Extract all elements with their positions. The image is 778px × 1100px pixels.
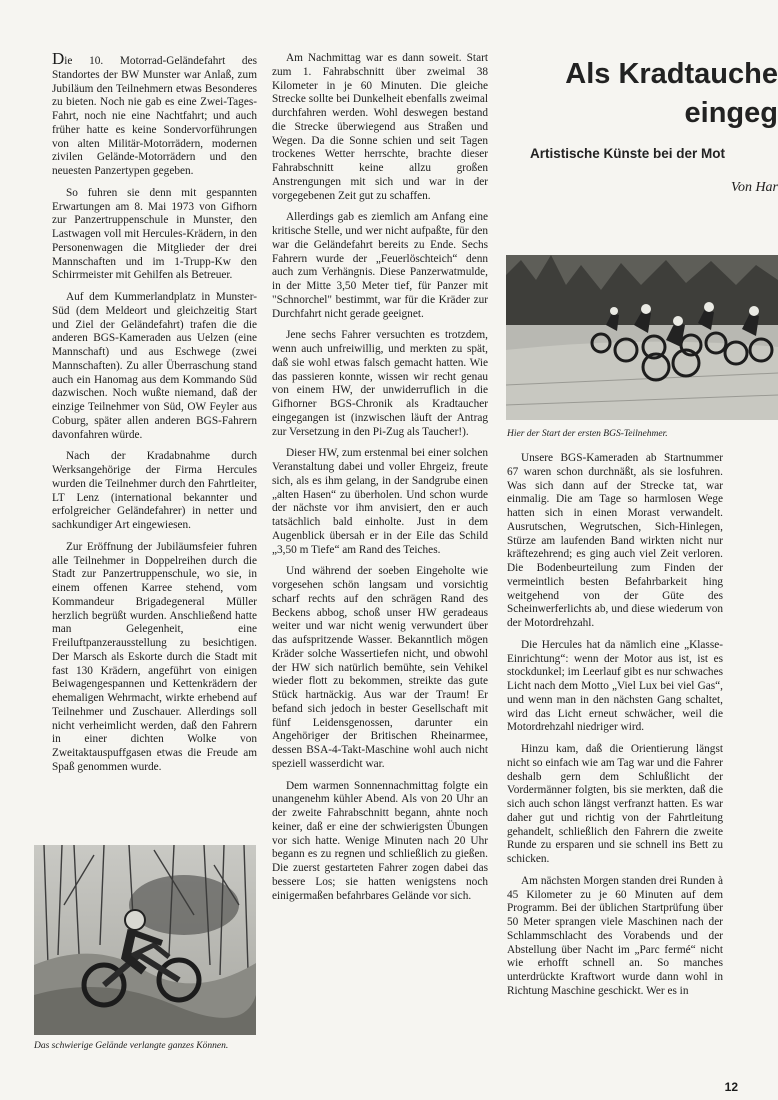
paragraph: Jene sechs Fahrer versuchten es trotzdem, wenn auch unfreiwillig, und merkten zu spät, daß sie wohl etwas falsch gemacht hatten. Wie das passieren konnte, wissen wir recht genau von einem HW, der unwiderruflich in die Gifhorner BGS-Chronik als Kradtaucher eingegangen ist (inzwischen läuft der Antrag zur Versetzung in den Pi-Zug als Taucher!). xyxy=(272,329,488,438)
photo-caption-rider: Das schwierige Gelände verlangte ganzes Können. xyxy=(34,1041,229,1051)
article-column-3 xyxy=(507,452,723,1007)
paragraph: Dem warmen Sonnennachmittag folgte ein unangenehm kühler Abend. Als von 20 Uhr an der zweite Fahrabschnitt begann, ahnte noch keiner, daß er eine der schwierigsten Übungen vor sich hatte. Wenige Minuten nach 20 Uhr begann es zu regnen und schließlich zu gießen. Die zuerst gestarteten Fahrer zogen dabei das bessere Los; sie hatten wenigstens noch einigermaßen befahrbares Gelände vor sich. xyxy=(272,779,488,902)
paragraph: Zur Eröffnung der Jubiläumsfeier fuhren alle Teilnehmer in Doppelreihen durch die Stadt zur Panzertruppenschule, wo sie, in einem offenen Karree stehend, vom Kommandeur Brigadegeneral Müller herzlich begrüßt wurden. Anschließend hatte man Gelegenheit, eine Freiluftpanzerausstellung zu besichtigen. Der Marsch als Eskorte durch die Stadt mit fast 130 Krädern, angeführt von einigen Beiwagengespannen und Kettenkrädern der ehemaligen Wehrmacht, wirkte erhebend auf Teilnehmer und Zuschauer. Allerdings soll nicht verheimlicht werden, daß den Fahrern in einer dichten Wolke von Zweitaktauspuffgasen etwas die Freude am Spaß genommen wurde. xyxy=(52,540,257,773)
photo-start-riders xyxy=(506,255,778,420)
photo-caption-start: Hier der Start der ersten BGS-Teilnehmer. xyxy=(507,429,668,439)
headline-line-2: eingeg xyxy=(684,97,778,129)
article-column-2 xyxy=(272,52,488,911)
photo-rider-terrain xyxy=(34,845,256,1035)
subheadline: Artistische Künste bei der Mot xyxy=(530,146,726,161)
paragraph: Hinzu kam, daß die Orientierung längst nicht so einfach wie am Tag war und die Fahrer deshalb gern dem Schlußlicht der Vordermänner folgten, bis sie merkten, daß die sich auch schon längst verfranzt hatten. Es war daher gut und richtig von der Fahrtleitung gehandelt, schließlich den Fahrern die zweite Runde zu ersparen und sie schnell ins Bett zu schicken. xyxy=(507,743,723,865)
paragraph: Und während der soeben Eingeholte wie vorgesehen schön langsam und vorsichtig scharf rechts auf den schrägen Rand des Beckens abbog, schoß unser HW geradeaus weiter und war nicht wenig verwundert über das aufspritzende Wasser. Bekanntlich mögen Kräder solche Wassertiefen nicht, und obwohl der HW sich natürlich bemühte, sein Vehikel wieder flott zu bekommen, streikte das gute Stück hartnäckig. Aus war der Traum! Er befand sich jedoch in bester Gesellschaft mit fünf Leidensgenossen, darunter ein Angehöriger der Britischen Rheinarmee, dessen BSA-4-Takt-Maschine wohl auch nicht speziell wasserdicht war. xyxy=(272,565,488,770)
paragraph: Dieser HW, zum erstenmal bei einer solchen Veranstaltung dabei und voller Ehrgeiz, freute sich, als es ihm gelang, in der Sandgrube einen „alten Hasen“ zu überholen. Und schon wurde der nächste vor ihm anvisiert, den er auch tatsächlich bald einholte. Just in dem Augenblick übersah er in der Eile das Schild „3,50 m Tiefe“ am Rand des Teiches. xyxy=(272,447,488,556)
paragraph: Die Hercules hat da nämlich eine „Klasse-Einrichtung“: wenn der Motor aus ist, ist es stockdunkel; im Leerlauf gibt es nur schwaches Licht nach dem Motto „Viel Lux bei viel Gas“, und wenn man in den nächsten Gang schaltet, wird das Licht erneut schwächer, weil die Motordrehzahl niedriger wird. xyxy=(507,638,723,734)
paragraph: Unsere BGS-Kameraden ab Startnummer 67 waren schon durchnäßt, als sie losfuhren. Was sich dann auf der Strecke tat, war einmalig. Die am Tage so harmlosen Wege hatten sich in einen Morast verwandelt. Ausrutschen, Wegrutschen, Sich-Hinlegen, Stürze am laufenden Band wirkten nicht nur kräftezehrend; es ging auch viel Zeit verloren. Die Bodenbeurteilung zum Finden der vermeintlich besten Befahrbarkeit hing weitgehend von der Güte des Scheinwerferlichts ab, und diese wiederum von der Motordrehzahl. xyxy=(507,452,723,629)
paragraph: Auf dem Kummerlandplatz in Munster-Süd (dem Meldeort und gleichzeitig Start und Ziel der Geländefahrt) trafen die die anderen BGS-Kameraden aus Uelzen (eine Mannschaft) und aus Eschwege (zwei Mannschaften). Zu aller Überraschung stand auch ein Hanomag aus dem Kommando Süd dazwischen. Noch wußte niemand, daß der einzige Teilnehmer von Süd, OW Feyler aus Coburg, später allen anderen BGS-Fahrern davonfahren würde. xyxy=(52,291,257,441)
paragraph: Nach der Kradabnahme durch Werksangehörige der Firma Hercules wurden die Teilnehmer durch den Fahrtleiter, LT Lenz (international bekannter und erfolgreicher Geländefahrer) in netter und sachkundiger Art eingewiesen. xyxy=(52,450,257,531)
page-number: 12 xyxy=(724,1080,738,1094)
paragraph: Am Nachmittag war es dann soweit. Start zum 1. Fahrabschnitt über zweimal 38 Kilometer in je 60 Minuten. Die gleiche Strecke sollte bei Dunkelheit ebenfalls zweimal durchfahren werden. Wohl deswegen bestand die Strecke überwiegend aus Straßen und Wegen. Da die Sonne schien und seit Tagen trockenes Wetter herrschte, brachte dieser Fahrabschnitt keine allzu großen Anstrengungen mit sich und war in der vorgegebenen Zeit gut zu schaffen. xyxy=(272,52,488,202)
paragraph: Die 10. Motorrad-Geländefahrt des Standortes der BW Munster war Anlaß, zum Jubiläum den Teilnehmern etwas Besonderes zu bieten. Noch nie gab es eine Zwei-Tages-Fahrt, noch nie eine Nachtfahrt; und auch früher hatte es keine Sondervorführungen von alten Militär-Motorrädern, modernen zivilen Gelände-Motorrädern und den neuesten Panzertypen gegeben. xyxy=(52,49,257,177)
paragraph: So fuhren sie denn mit gespannten Erwartungen am 8. Mai 1973 von Gifhorn zur Panzertruppenschule in Munster, den Lastwagen voll mit Hercules-Krädern, in den Personenwagen die Mitglieder der drei Mannschaften und im 1-Trupp-Kw den Schirrmeister mit Gehilfen als Betreuer. xyxy=(52,186,257,282)
article-column-1 xyxy=(52,49,257,783)
paragraph: Am nächsten Morgen standen drei Runden à 45 Kilometer zu je 60 Minuten auf dem Programm. Bei der üblichen Startprüfung über 50 Meter sprangen viele Maschinen nach der Schlammschlacht des Vorabends und der Abstellung über Nacht im „Parc fermé“ nicht wie erhofft schnell an. So manches unterdrückte Kraftwort wurde dann wohl in Richtung Maschine geschickt. Wer es in xyxy=(507,874,723,997)
paragraph: Allerdings gab es ziemlich am Anfang eine kritische Stelle, und wer nicht aufpaßte, für den war die Geländefahrt bereits zu Ende. Sechs Fahrern wurde der „Feuerlöschteich“ denn auch zum Verhängnis. Diese Panzerwatmulde, in der Mitte 3,50 Meter tief, für Panzer mit "Schnorchel" bestimmt, war für die Kräder zur Durchfahrt nicht gerade geeignet. xyxy=(272,211,488,320)
byline: Von Har xyxy=(730,180,778,195)
headline-line-1: Als Kradtauche xyxy=(565,58,778,90)
